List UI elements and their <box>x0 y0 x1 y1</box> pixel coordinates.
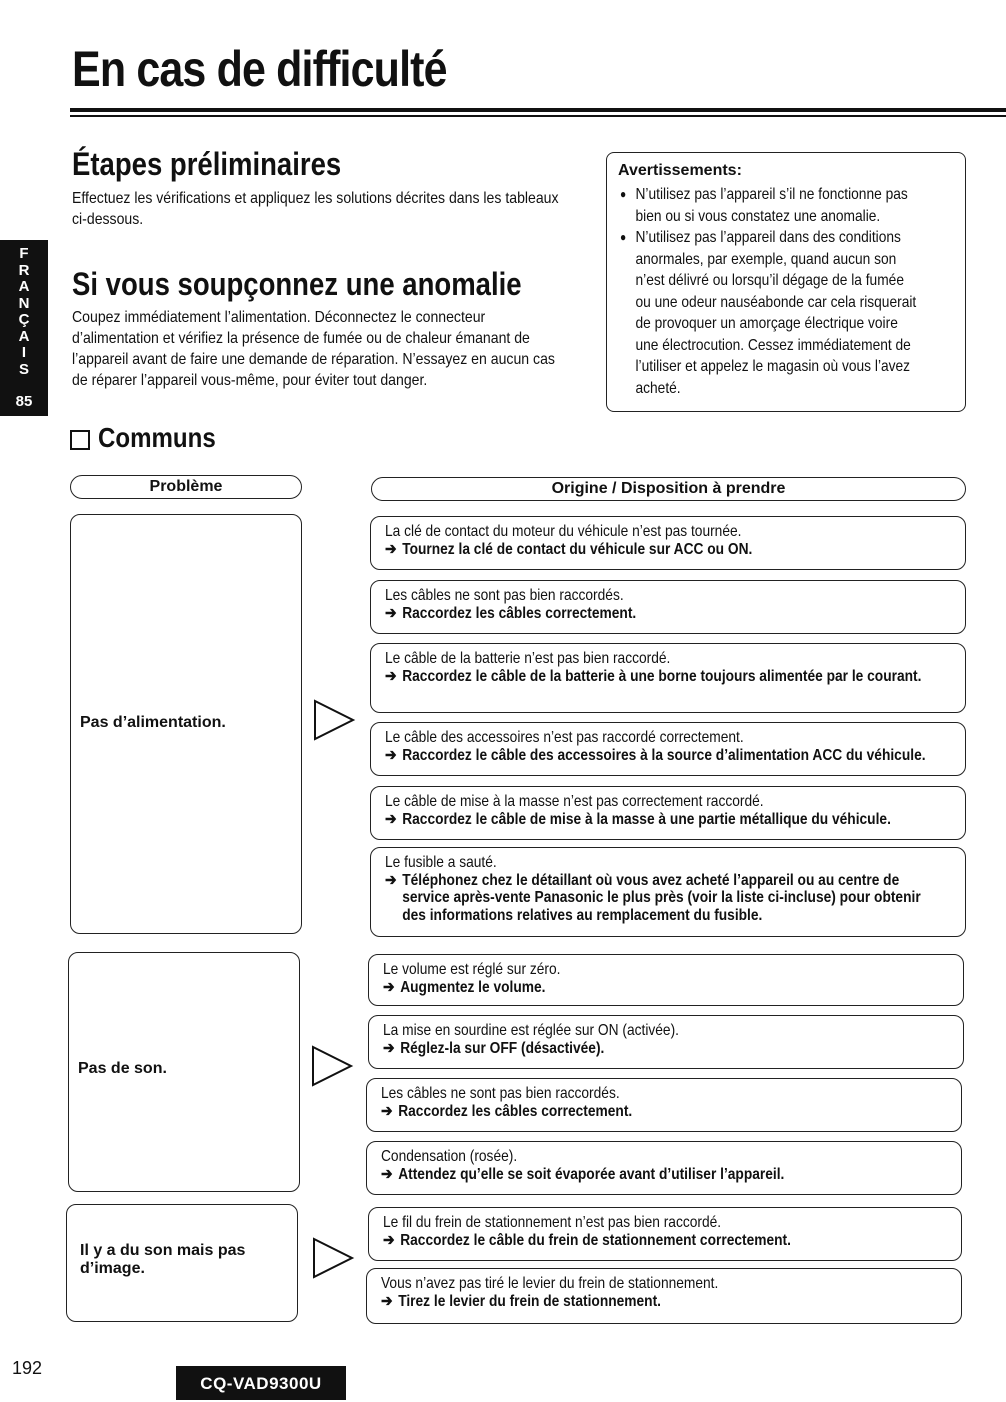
checkbox-icon <box>70 430 90 450</box>
problem-label: Pas de son. <box>78 1060 167 1077</box>
triangle-arrow-icon <box>312 698 356 742</box>
solution-action: ➔ Réglez-la sur OFF (désactivée). <box>383 1040 933 1058</box>
solution-action: ➔ Augmentez le volume. <box>383 979 933 997</box>
warnings-list <box>620 184 917 399</box>
language-tab-letter: A <box>18 278 30 295</box>
solution-box <box>368 1207 962 1261</box>
warning-item: ● N’utilisez pas l’appareil dans des conditions anormales, par exemple, quand aucun son n’est délivré ou lorsqu’il dégage de la fumée ou une odeur nauséabonde car cela risquerait de provoquer un amorçage électrique voire une électrocution. Cessez immédiatement de l’utiliser et appelez le magasin où vous l’avez acheté. <box>620 227 917 399</box>
model-badge: CQ-VAD9300U <box>176 1366 346 1400</box>
solution-action: ➔ Raccordez les câbles correctement. <box>385 605 935 623</box>
page-title: En cas de difficulté <box>72 41 447 97</box>
subsection-heading: Communs <box>98 422 216 453</box>
solution-cause: La mise en sourdine est réglée sur ON (activée). <box>383 1022 679 1039</box>
solution-action: ➔ Raccordez le câble de mise à la masse à une partie métallique du véhicule. <box>385 811 935 829</box>
solution-cause: Les câbles ne sont pas bien raccordés. <box>385 587 624 604</box>
language-tab-letter: I <box>21 344 27 361</box>
solution-cause: Les câbles ne sont pas bien raccordés. <box>381 1085 620 1102</box>
language-tab-letter: F <box>19 245 29 262</box>
problem-label: Il y a du son mais pas d’image. <box>80 1242 246 1277</box>
solution-box <box>368 1015 964 1069</box>
page-number: 192 <box>12 1358 43 1378</box>
solution-box <box>370 516 966 570</box>
solution-action: ➔ Raccordez le câble de la batterie à une borne toujours alimentée par le courant. <box>385 668 935 686</box>
anomaly-heading: Si vous soupçonnez une anomalie <box>72 266 522 302</box>
solution-cause: Le câble des accessoires n’est pas raccordé correctement. <box>385 729 744 746</box>
solution-cause: Le fusible a sauté. <box>385 854 497 871</box>
language-tab-letter: S <box>18 360 29 378</box>
language-tab-letter: N <box>18 294 30 312</box>
solution-cause: Le câble de la batterie n’est pas bien raccordé. <box>385 650 671 667</box>
solution-box <box>370 847 966 937</box>
solution-box <box>366 1268 962 1324</box>
problem-column-header: Problème <box>70 475 302 499</box>
solution-box <box>366 1141 962 1195</box>
solution-box <box>370 580 966 634</box>
anomaly-text: Coupez immédiatement l’alimentation. Déconnectez le connecteur d’alimentation et vérifiez la présence de fumée ou de chaleur émanant de l’appareil avant de faire une demande de réparation. N’essayez en aucun cas de réparer l’appareil vous-même, pour éviter tout danger. <box>72 309 555 389</box>
preliminary-heading: Étapes préliminaires <box>72 146 342 182</box>
solution-cause: Le fil du frein de stationnement n’est pas bien raccordé. <box>383 1214 722 1231</box>
title-rule <box>70 108 1006 112</box>
triangle-arrow-icon <box>311 1236 355 1280</box>
solution-action: ➔ Tournez la clé de contact du véhicule sur ACC ou ON. <box>385 541 935 559</box>
language-tab-letter: Ç <box>18 311 30 328</box>
triangle-arrow-icon <box>310 1044 354 1088</box>
solution-box <box>368 954 964 1006</box>
solution-cause: Le volume est réglé sur zéro. <box>383 961 561 978</box>
solution-box <box>370 643 966 713</box>
solution-cause: Condensation (rosée). <box>381 1148 518 1165</box>
solution-action: ➔ Attendez qu’elle se soit évaporée avant d’utiliser l’appareil. <box>381 1166 931 1184</box>
language-tab <box>0 240 48 416</box>
solution-box <box>370 786 966 840</box>
preliminary-text: Effectuez les vérifications et appliquez les solutions décrites dans les tableaux ci-dessous. <box>72 190 559 228</box>
language-tab-page: 85 <box>15 393 33 410</box>
solution-cause: La clé de contact du moteur du véhicule n’est pas tournée. <box>385 523 742 540</box>
warnings-title: Avertissements: <box>618 162 742 179</box>
language-tab-letter: A <box>18 327 30 345</box>
language-tab-letters <box>0 240 48 378</box>
solution-column-header: Origine / Disposition à prendre <box>371 477 966 501</box>
solution-action: ➔ Raccordez le câble des accessoires à la source d’alimentation ACC du véhicule. <box>385 747 935 765</box>
solution-action: ➔ Tirez le levier du frein de stationnement. <box>381 1293 931 1311</box>
solution-action: ➔ Raccordez les câbles correctement. <box>381 1103 931 1121</box>
solution-box <box>370 722 966 776</box>
solution-action: ➔ Raccordez le câble du frein de stationnement correctement. <box>383 1232 933 1250</box>
language-tab-letter: R <box>18 261 30 279</box>
solution-cause: Le câble de mise à la masse n’est pas correctement raccordé. <box>385 793 764 810</box>
solution-action: ➔ Téléphonez chez le détaillant où vous avez acheté l’appareil ou au centre de service après-vente Panasonic le plus près (voir la liste ci-incluse) pour obtenir des informations relatives au remplacement du fusible. <box>385 872 935 925</box>
problem-label: Pas d’alimentation. <box>80 714 226 731</box>
solution-cause: Vous n’avez pas tiré le levier du frein de stationnement. <box>381 1275 719 1292</box>
title-rule-thin <box>70 115 1006 117</box>
warning-item: ● N’utilisez pas l’appareil s’il ne fonctionne pas bien ou si vous constatez une anomalie. <box>620 184 917 227</box>
solution-box <box>366 1078 962 1132</box>
